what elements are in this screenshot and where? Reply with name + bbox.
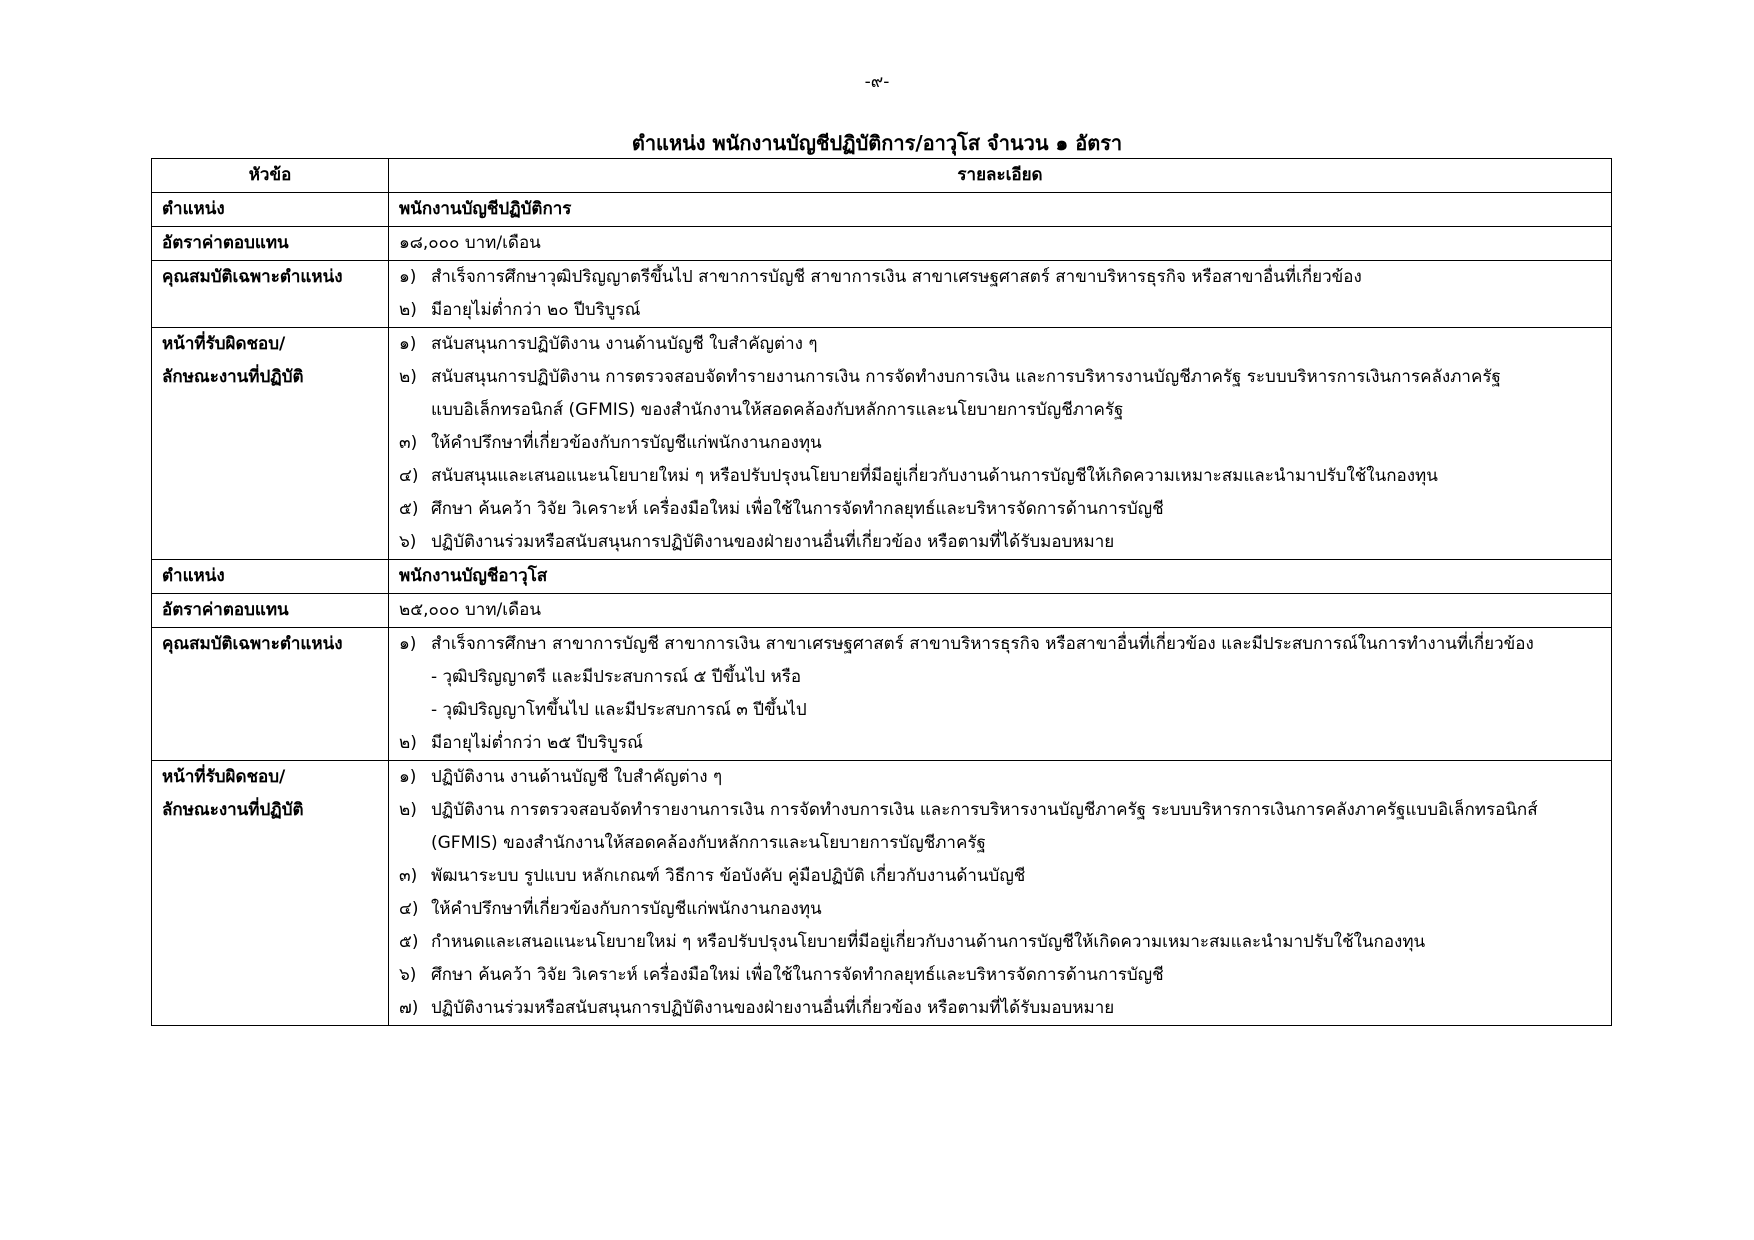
operational-salary-value: ๑๘,๐๐๐ บาท/เดือน <box>389 227 1612 261</box>
list-item <box>399 992 1601 1025</box>
item-number: ๑) <box>399 334 417 354</box>
list-item <box>399 460 1601 493</box>
label-duties-line2: ลักษณะงานที่ปฏิบัติ <box>162 800 304 820</box>
item-number: ๗) <box>399 998 419 1018</box>
list-item <box>399 361 1601 394</box>
operational-qualifications <box>389 261 1612 328</box>
item-text: พัฒนาระบบ รูปแบบ หลักเกณฑ์ วิธีการ ข้อบังคับ คู่มือปฏิบัติ เกี่ยวกับงานด้านบัญชี <box>431 866 1026 886</box>
item-number: ๖) <box>399 965 417 985</box>
item-number: ๔) <box>399 899 419 919</box>
list-item <box>399 794 1601 827</box>
table-row <box>152 594 1612 628</box>
item-text: สนับสนุนการปฏิบัติงาน การตรวจสอบจัดทำรายงานการเงิน การจัดทำงบการเงิน และการบริหารงานบัญชีภาครัฐ ระบบบริหารการเงินการคลังภาครัฐ <box>431 367 1501 387</box>
item-text: ปฏิบัติงานร่วมหรือสนับสนุนการปฏิบัติงานของฝ่ายงานอื่นที่เกี่ยวข้อง หรือตามที่ได้รับมอบหมาย <box>431 532 1115 552</box>
item-number: ๓) <box>399 866 418 886</box>
item-number: ๓) <box>399 433 418 453</box>
table-header-row <box>152 159 1612 193</box>
label-salary: อัตราค่าตอบแทน <box>152 227 389 261</box>
item-text: สำเร็จการศึกษาวุฒิปริญญาตรีขึ้นไป สาขาการบัญชี สาขาการเงิน สาขาเศรษฐศาสตร์ สาขาบริหารธุรกิจ หรือสาขาอื่นที่เกี่ยวข้อง <box>431 267 1362 287</box>
table-row <box>152 328 1612 560</box>
item-number: ๕) <box>399 932 419 952</box>
item-text: ศึกษา ค้นคว้า วิจัย วิเคราะห์ เครื่องมือใหม่ เพื่อใช้ในการจัดทำกลยุทธ์และบริหารจัดการด้านการบัญชี <box>431 965 1164 985</box>
item-text: ปฏิบัติงาน การตรวจสอบจัดทำรายงานการเงิน การจัดทำงบการเงิน และการบริหารงานบัญชีภาครัฐ ระบบบริหารการเงินการคลังภาครัฐแบบอิเล็กทรอนิกส์ <box>431 800 1538 820</box>
list-item <box>399 427 1601 460</box>
item-text: มีอายุไม่ต่ำกว่า ๒๕ ปีบริบูรณ์ <box>431 733 643 753</box>
label-duties-line1: หน้าที่รับผิดชอบ/ <box>162 767 286 787</box>
label-salary: อัตราค่าตอบแทน <box>152 594 389 628</box>
table-row <box>152 227 1612 261</box>
list-item <box>399 926 1601 959</box>
label-qualification: คุณสมบัติเฉพาะตำแหน่ง <box>152 628 389 761</box>
list-item <box>399 628 1601 661</box>
table-row <box>152 560 1612 594</box>
header-details: รายละเอียด <box>389 159 1612 193</box>
label-duties-line1: หน้าที่รับผิดชอบ/ <box>162 334 286 354</box>
list-item <box>399 328 1601 361</box>
item-text: กำหนดและเสนอแนะนโยบายใหม่ ๆ หรือปรับปรุงนโยบายที่มีอยู่เกี่ยวกับงานด้านการบัญชีให้เกิดความเหมาะสมและนำมาปรับใช้ในกองทุน <box>431 932 1426 952</box>
list-item <box>399 959 1601 992</box>
senior-salary-value: ๒๕,๐๐๐ บาท/เดือน <box>389 594 1612 628</box>
table-row <box>152 193 1612 227</box>
list-item <box>399 893 1601 926</box>
item-text: สนับสนุนและเสนอแนะนโยบายใหม่ ๆ หรือปรับปรุงนโยบายที่มีอยู่เกี่ยวกับงานด้านการบัญชีให้เกิดความเหมาะสมและนำมาปรับใช้ในกองทุน <box>431 466 1438 486</box>
item-text: ศึกษา ค้นคว้า วิจัย วิเคราะห์ เครื่องมือใหม่ เพื่อใช้ในการจัดทำกลยุทธ์และบริหารจัดการด้านการบัญชี <box>431 499 1164 519</box>
list-item <box>399 727 1601 760</box>
list-subitem: - วุฒิปริญญาโทขึ้นไป และมีประสบการณ์ ๓ ปีขึ้นไป <box>431 700 807 720</box>
label-duties <box>152 328 389 560</box>
item-text: ให้คำปรึกษาที่เกี่ยวข้องกับการบัญชีแก่พนักงานกองทุน <box>431 433 822 453</box>
senior-qualifications <box>389 628 1612 761</box>
operational-duties <box>389 328 1612 560</box>
label-qualification: คุณสมบัติเฉพาะตำแหน่ง <box>152 261 389 328</box>
item-text: สนับสนุนการปฏิบัติงาน งานด้านบัญชี ใบสำคัญต่าง ๆ <box>431 334 818 354</box>
list-item <box>399 261 1601 294</box>
item-number: ๒) <box>399 800 417 820</box>
item-number: ๒) <box>399 367 417 387</box>
list-item <box>399 526 1601 559</box>
list-item <box>399 294 1601 327</box>
item-text: ปฏิบัติงาน งานด้านบัญชี ใบสำคัญต่าง ๆ <box>431 767 723 787</box>
item-text: มีอายุไม่ต่ำกว่า ๒๐ ปีบริบูรณ์ <box>431 300 641 320</box>
table-row <box>152 761 1612 1026</box>
list-item <box>399 860 1601 893</box>
operational-position-value: พนักงานบัญชีปฏิบัติการ <box>389 193 1612 227</box>
senior-position-value: พนักงานบัญชีอาวุโส <box>389 560 1612 594</box>
item-number: ๒) <box>399 733 417 753</box>
label-duties <box>152 761 389 1026</box>
list-item-continuation: แบบอิเล็กทรอนิกส์ (GFMIS) ของสำนักงานให้สอดคล้องกับหลักการและนโยบายการบัญชีภาครัฐ <box>431 400 1124 420</box>
item-number: ๖) <box>399 532 417 552</box>
list-subitem: - วุฒิปริญญาตรี และมีประสบการณ์ ๕ ปีขึ้นไป หรือ <box>431 667 802 687</box>
list-item-continuation: (GFMIS) ของสำนักงานให้สอดคล้องกับหลักการและนโยบายการบัญชีภาครัฐ <box>431 833 986 853</box>
senior-duties <box>389 761 1612 1026</box>
document-title: ตำแหน่ง พนักงานบัญชีปฏิบัติการ/อาวุโส จำนวน ๑ อัตรา <box>631 131 1123 155</box>
label-duties-line2: ลักษณะงานที่ปฏิบัติ <box>162 367 304 387</box>
item-number: ๑) <box>399 767 417 787</box>
table-row <box>152 261 1612 328</box>
item-text: ให้คำปรึกษาที่เกี่ยวข้องกับการบัญชีแก่พนักงานกองทุน <box>431 899 822 919</box>
item-number: ๑) <box>399 634 417 654</box>
list-item <box>399 493 1601 526</box>
item-number: ๔) <box>399 466 419 486</box>
item-text: ปฏิบัติงานร่วมหรือสนับสนุนการปฏิบัติงานของฝ่ายงานอื่นที่เกี่ยวข้อง หรือตามที่ได้รับมอบหมาย <box>431 998 1115 1018</box>
header-topic: หัวข้อ <box>152 159 389 193</box>
item-number: ๒) <box>399 300 417 320</box>
label-position: ตำแหน่ง <box>152 560 389 594</box>
item-number: ๑) <box>399 267 417 287</box>
table-row <box>152 628 1612 761</box>
page-number: -๙- <box>864 72 890 92</box>
item-text: สำเร็จการศึกษา สาขาการบัญชี สาขาการเงิน สาขาเศรษฐศาสตร์ สาขาบริหารธุรกิจ หรือสาขาอื่นที่เกี่ยวข้อง และมีประสบการณ์ในการทำงานที่เกี่ยวข้อง <box>431 634 1534 654</box>
list-item <box>399 761 1601 794</box>
position-spec-table <box>151 158 1612 1026</box>
label-position: ตำแหน่ง <box>152 193 389 227</box>
item-number: ๕) <box>399 499 419 519</box>
